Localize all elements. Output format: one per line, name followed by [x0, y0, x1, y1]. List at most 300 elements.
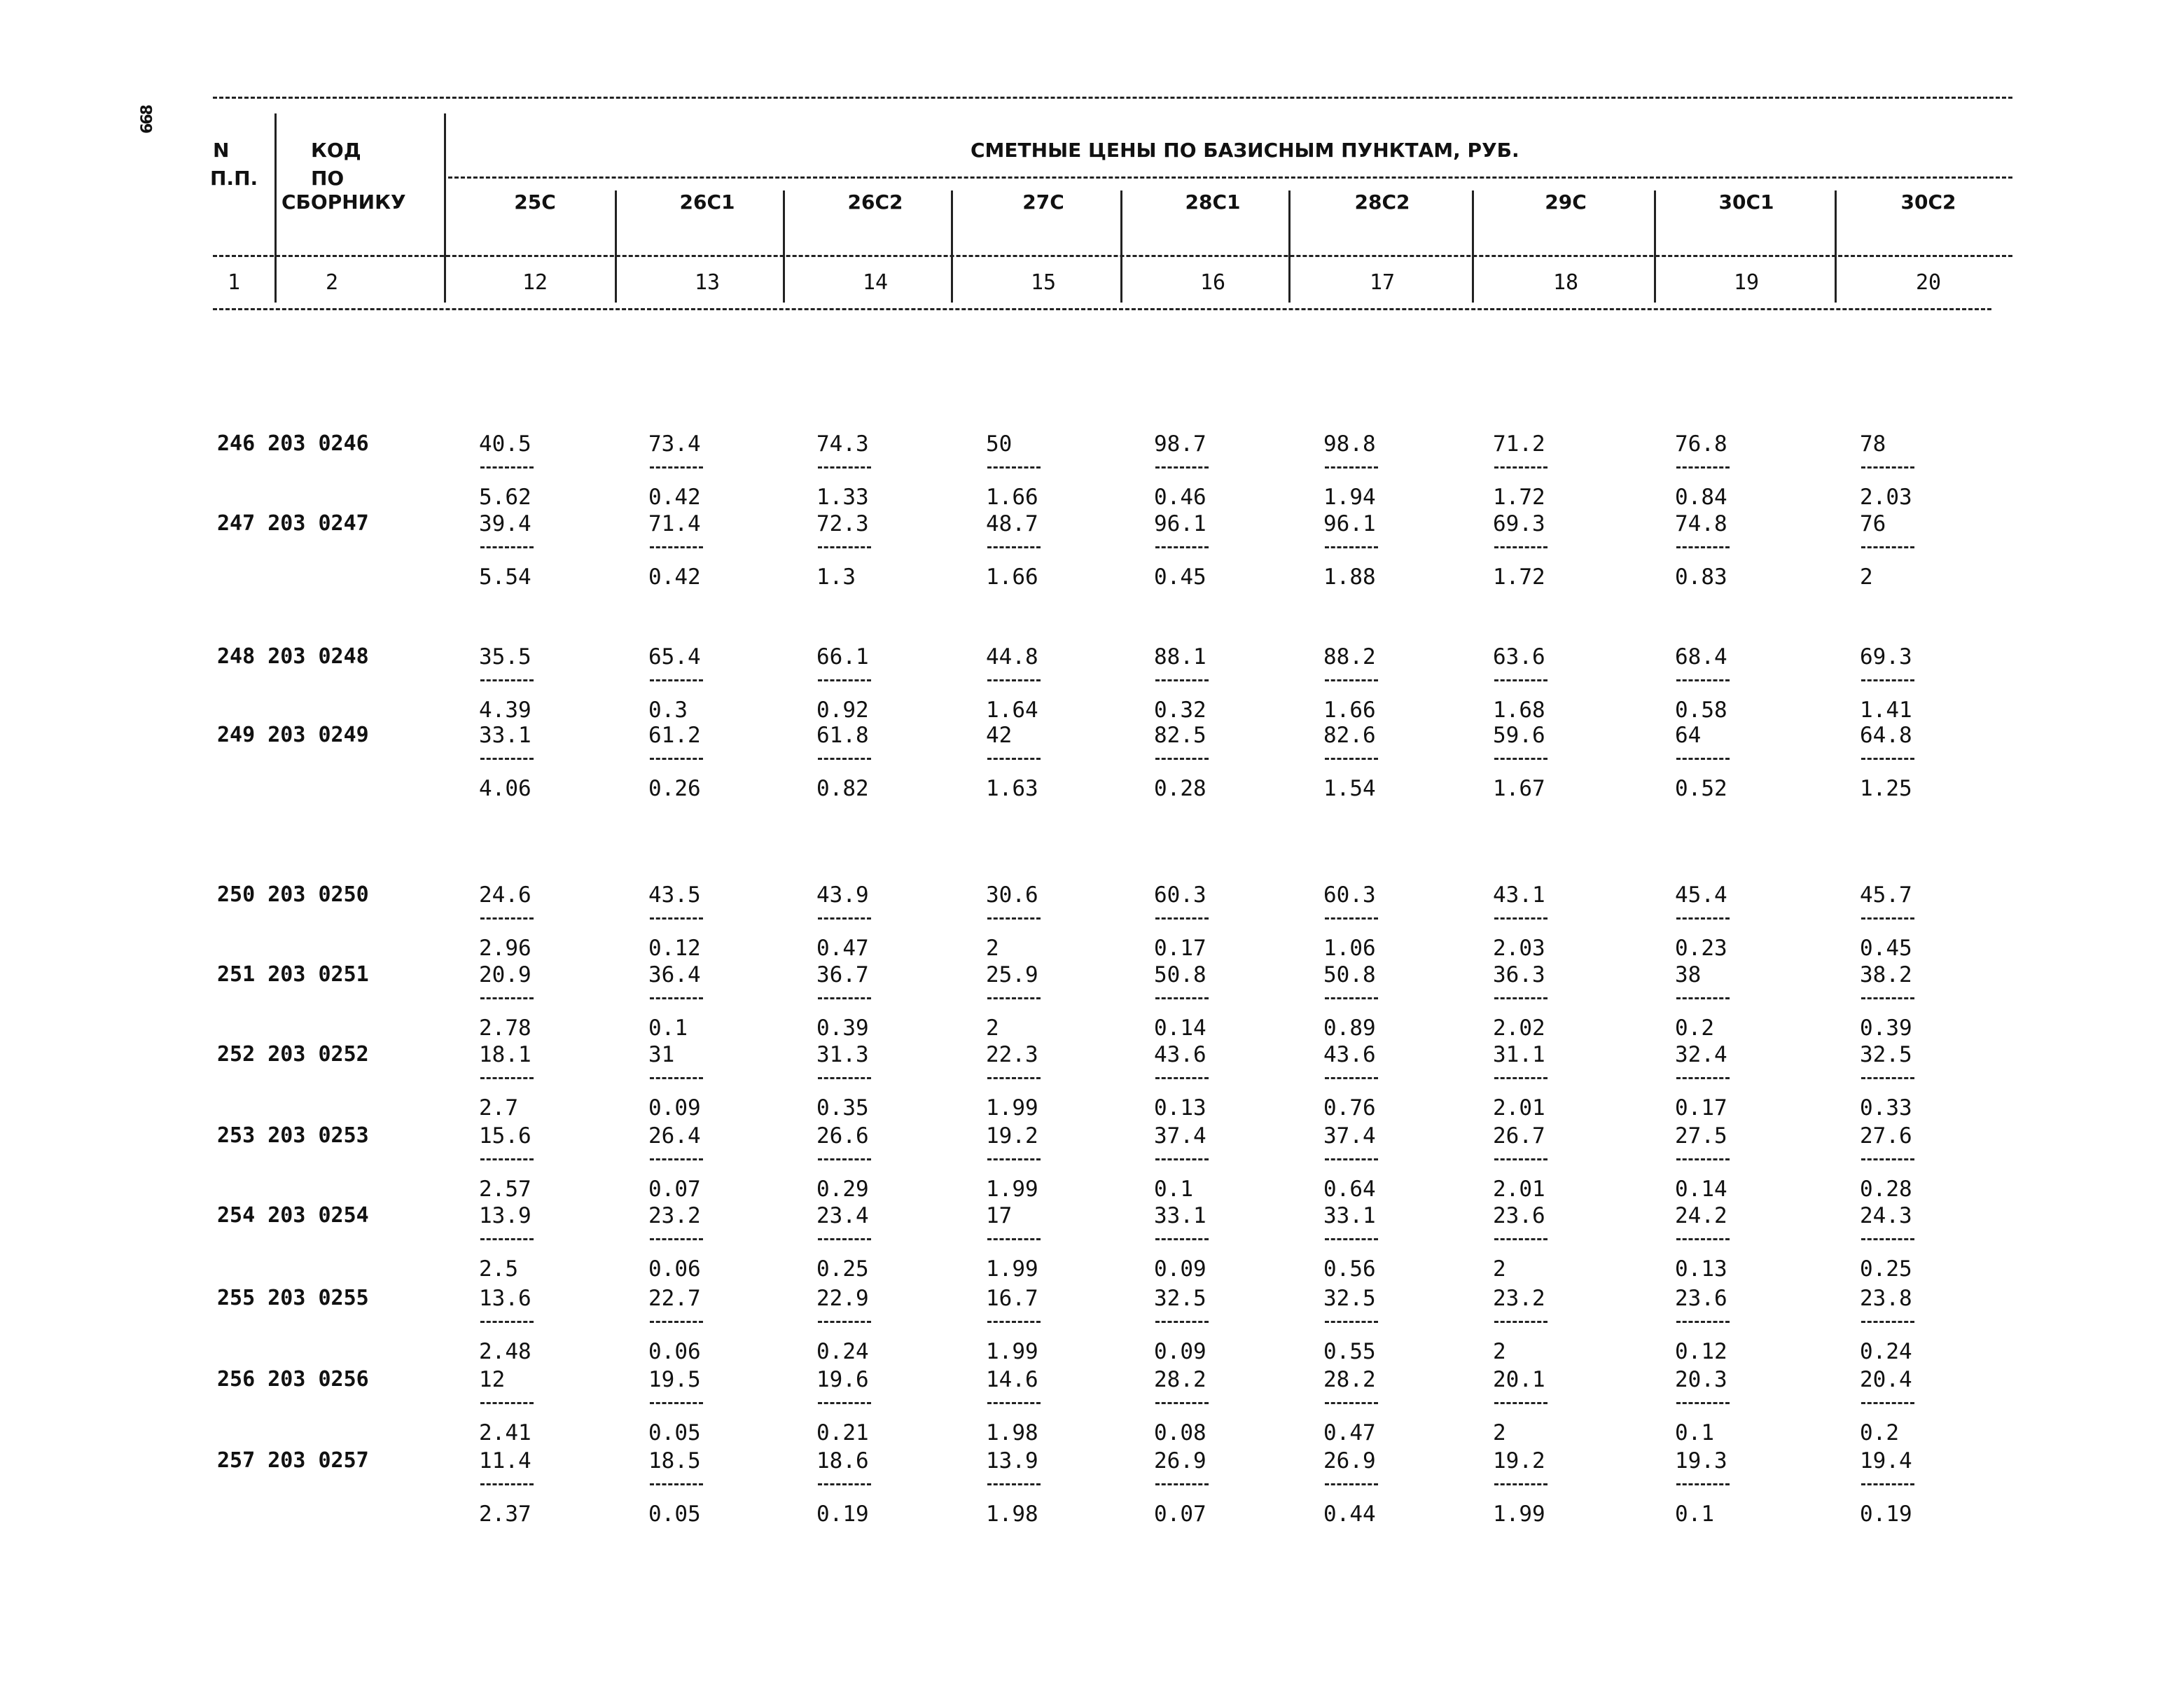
price-value: 35.5: [479, 644, 531, 670]
fraction-rule: [1861, 546, 1914, 548]
price-value: 20.3: [1675, 1367, 1727, 1392]
price-cell: [1860, 1203, 1986, 1284]
transport-value: 2.01: [1493, 1177, 1545, 1202]
transport-value: 0.07: [1154, 1502, 1206, 1527]
row-label: [217, 1367, 413, 1392]
fraction-rule: [480, 997, 534, 999]
row-label: [217, 511, 413, 536]
fraction-rule: [650, 546, 703, 548]
price-cell: [986, 644, 1112, 726]
price-cell: [1493, 1367, 1619, 1448]
price-cell: [1493, 723, 1619, 804]
transport-value: 0.14: [1675, 1177, 1727, 1202]
fraction-rule: [1861, 997, 1914, 999]
price-cell: [1323, 882, 1449, 964]
price-cell: [1493, 1042, 1619, 1123]
fraction-rule: [1494, 1321, 1547, 1323]
price-cell: [648, 1448, 774, 1530]
price-value: 43.6: [1154, 1042, 1206, 1067]
price-cell: [1493, 1448, 1619, 1530]
price-value: 38.2: [1860, 962, 1912, 987]
fraction-rule: [1325, 1238, 1378, 1240]
row-number: 255: [217, 1286, 256, 1310]
price-value: 60.3: [1323, 882, 1376, 908]
transport-value: 1.54: [1323, 776, 1376, 801]
fraction-rule: [650, 1238, 703, 1240]
column-number: 19: [1733, 270, 1760, 295]
fraction-rule: [818, 1321, 871, 1323]
column-header: 26С2: [847, 190, 903, 214]
price-value: 69.3: [1860, 644, 1912, 670]
transport-value: 0.29: [816, 1177, 869, 1202]
transport-value: 0.76: [1323, 1095, 1376, 1121]
fraction-rule: [1155, 917, 1209, 920]
price-value: 13.9: [479, 1203, 531, 1228]
fraction-rule: [1676, 679, 1730, 681]
price-cell: [986, 882, 1112, 964]
price-value: 18.6: [816, 1448, 869, 1473]
transport-value: 0.46: [1154, 485, 1206, 510]
row-label: [217, 644, 413, 670]
transport-value: 1.94: [1323, 485, 1376, 510]
price-value: 76.8: [1675, 431, 1727, 457]
fraction-rule: [987, 466, 1041, 469]
row-label: [217, 882, 413, 908]
transport-value: 1.99: [986, 1095, 1038, 1121]
column-header: 25С: [514, 190, 556, 214]
row-number: 248: [217, 644, 256, 669]
col-no-label-2: П.П.: [210, 167, 258, 190]
price-value: 82.5: [1154, 723, 1206, 748]
transport-value: 0.39: [816, 1015, 869, 1041]
price-value: 50.8: [1323, 962, 1376, 987]
fraction-rule: [818, 1402, 871, 1404]
price-cell: [1154, 1042, 1280, 1123]
price-value: 32.5: [1860, 1042, 1912, 1067]
fraction-rule: [1676, 917, 1730, 920]
price-cell: [479, 431, 605, 513]
transport-value: 0.08: [1154, 1420, 1206, 1445]
price-value: 82.6: [1323, 723, 1376, 748]
price-value: 98.8: [1323, 431, 1376, 457]
price-cell: [1323, 1123, 1449, 1205]
price-value: 33.1: [1154, 1203, 1206, 1228]
price-value: 43.1: [1493, 882, 1545, 908]
price-cell: [1493, 1123, 1619, 1205]
column-number: 13: [694, 270, 721, 295]
column-number: 20: [1915, 270, 1942, 295]
price-cell: [648, 1367, 774, 1448]
price-value: 22.3: [986, 1042, 1038, 1067]
price-cell: [479, 1448, 605, 1530]
row-label: [217, 962, 413, 987]
transport-value: 0.05: [648, 1502, 701, 1527]
price-cell: [648, 723, 774, 804]
fraction-rule: [1155, 1077, 1209, 1079]
transport-value: 1.99: [1493, 1502, 1545, 1527]
col-no-label-1: N: [213, 139, 230, 162]
price-cell: [1154, 431, 1280, 513]
price-cell: [1493, 644, 1619, 726]
row-label: [217, 723, 413, 748]
price-cell: [479, 1367, 605, 1448]
fraction-rule: [650, 917, 703, 920]
fraction-rule: [1155, 758, 1209, 760]
fraction-rule: [1155, 1402, 1209, 1404]
transport-value: 0.12: [648, 936, 701, 961]
row-number: 247: [217, 511, 256, 536]
price-value: 22.9: [816, 1286, 869, 1311]
divider-5: [951, 190, 953, 303]
price-cell: [1154, 723, 1280, 804]
row-code: 203 0253: [255, 1123, 369, 1148]
transport-value: 0.35: [816, 1095, 869, 1121]
transport-value: 0.47: [816, 936, 869, 961]
transport-value: 1.63: [986, 776, 1038, 801]
fraction-rule: [987, 997, 1041, 999]
fraction-rule: [1676, 546, 1730, 548]
price-cell: [1154, 1448, 1280, 1530]
transport-value: 0.14: [1154, 1015, 1206, 1041]
transport-value: 5.62: [479, 485, 531, 510]
price-cell: [1154, 962, 1280, 1043]
price-value: 36.4: [648, 962, 701, 987]
price-cell: [479, 723, 605, 804]
transport-value: 0.44: [1323, 1502, 1376, 1527]
price-cell: [648, 431, 774, 513]
price-cell: [1675, 511, 1801, 592]
fraction-rule: [650, 1321, 703, 1323]
transport-value: 2.78: [479, 1015, 531, 1041]
price-value: 31: [648, 1042, 675, 1067]
transport-value: 1.66: [1323, 698, 1376, 723]
price-value: 36.3: [1493, 962, 1545, 987]
fraction-rule: [818, 1483, 871, 1485]
row-code: 203 0256: [255, 1367, 369, 1392]
price-value: 50: [986, 431, 1013, 457]
price-cell: [1675, 962, 1801, 1043]
transport-value: 2: [1493, 1256, 1506, 1282]
fraction-rule: [818, 758, 871, 760]
row-number: 251: [217, 962, 256, 987]
price-cell: [1860, 431, 1986, 513]
fraction-rule: [818, 1238, 871, 1240]
price-value: 23.6: [1675, 1286, 1727, 1311]
price-cell: [816, 882, 943, 964]
price-cell: [1675, 1448, 1801, 1530]
price-cell: [816, 1042, 943, 1123]
transport-value: 1.25: [1860, 776, 1912, 801]
price-cell: [479, 1203, 605, 1284]
price-cell: [1675, 882, 1801, 964]
price-value: 20.1: [1493, 1367, 1545, 1392]
price-cell: [1860, 644, 1986, 726]
transport-value: 5.54: [479, 564, 531, 590]
fraction-rule: [987, 917, 1041, 920]
price-cell: [648, 644, 774, 726]
price-cell: [1323, 1367, 1449, 1448]
fraction-rule: [818, 1158, 871, 1160]
price-cell: [986, 1448, 1112, 1530]
row-number: 257: [217, 1448, 256, 1473]
price-cell: [1154, 1367, 1280, 1448]
fraction-rule: [650, 466, 703, 469]
price-value: 38: [1675, 962, 1702, 987]
col-code-label-1: КОД: [311, 139, 361, 162]
fraction-rule: [1325, 1321, 1378, 1323]
price-value: 33.1: [479, 723, 531, 748]
price-cell: [1675, 644, 1801, 726]
price-cell: [1323, 723, 1449, 804]
price-cell: [1323, 1042, 1449, 1123]
price-value: 26.9: [1323, 1448, 1376, 1473]
fraction-rule: [1861, 1402, 1914, 1404]
price-cell: [1323, 962, 1449, 1043]
transport-value: 1.98: [986, 1420, 1038, 1445]
col-code-label-2: ПО: [311, 167, 345, 190]
price-value: 19.3: [1675, 1448, 1727, 1473]
price-cell: [1154, 882, 1280, 964]
fraction-rule: [1325, 1483, 1378, 1485]
row-number: 253: [217, 1123, 256, 1148]
row-number: 254: [217, 1203, 256, 1228]
fraction-rule: [987, 1402, 1041, 1404]
transport-value: 2: [1860, 564, 1873, 590]
price-value: 23.8: [1860, 1286, 1912, 1311]
fraction-rule: [1325, 997, 1378, 999]
fraction-rule: [1861, 466, 1914, 469]
price-value: 23.6: [1493, 1203, 1545, 1228]
column-number: 12: [522, 270, 548, 295]
price-value: 19.4: [1860, 1448, 1912, 1473]
transport-value: 0.17: [1675, 1095, 1727, 1121]
column-header: 28С2: [1354, 190, 1410, 214]
column-header: 28С1: [1185, 190, 1241, 214]
price-value: 23.4: [816, 1203, 869, 1228]
price-cell: [816, 1286, 943, 1367]
price-cell: [1860, 1042, 1986, 1123]
transport-value: 1.66: [986, 485, 1038, 510]
fraction-rule: [650, 758, 703, 760]
price-value: 73.4: [648, 431, 701, 457]
transport-value: 0.1: [1154, 1177, 1193, 1202]
transport-value: 1.41: [1860, 698, 1912, 723]
transport-value: 0.1: [1675, 1420, 1714, 1445]
column-number: 15: [1030, 270, 1057, 295]
divider-6: [1120, 190, 1122, 303]
transport-value: 1.99: [986, 1177, 1038, 1202]
transport-value: 0.45: [1154, 564, 1206, 590]
price-cell: [1675, 723, 1801, 804]
transport-value: 0.89: [1323, 1015, 1376, 1041]
fraction-rule: [650, 997, 703, 999]
fraction-rule: [1676, 466, 1730, 469]
transport-value: 0.32: [1154, 698, 1206, 723]
price-value: 68.4: [1675, 644, 1727, 670]
price-value: 63.6: [1493, 644, 1545, 670]
transport-value: 2.96: [479, 936, 531, 961]
row-code: 203 0257: [255, 1448, 369, 1473]
price-cell: [479, 511, 605, 592]
fraction-rule: [1861, 1483, 1914, 1485]
fraction-rule: [987, 546, 1041, 548]
fraction-rule: [650, 1402, 703, 1404]
price-cell: [816, 723, 943, 804]
fraction-rule: [1155, 1158, 1209, 1160]
price-cell: [986, 962, 1112, 1043]
row-label: [217, 1286, 413, 1311]
header-group-rule: [448, 176, 2012, 179]
price-value: 60.3: [1154, 882, 1206, 908]
transport-value: 0.52: [1675, 776, 1727, 801]
transport-value: 2.7: [479, 1095, 518, 1121]
price-cell: [1323, 1286, 1449, 1367]
fraction-rule: [1325, 1158, 1378, 1160]
price-cell: [816, 1123, 943, 1205]
price-cell: [1154, 644, 1280, 726]
price-value: 37.4: [1154, 1123, 1206, 1149]
row-label: [217, 431, 413, 457]
fraction-rule: [480, 1238, 534, 1240]
transport-value: 0.1: [1675, 1502, 1714, 1527]
price-value: 39.4: [479, 511, 531, 536]
transport-value: 0.12: [1675, 1339, 1727, 1364]
price-value: 43.9: [816, 882, 869, 908]
transport-value: 0.2: [1675, 1015, 1714, 1041]
header-subrule: [213, 255, 2012, 257]
row-code: 203 0250: [255, 882, 369, 907]
price-value: 19.5: [648, 1367, 701, 1392]
fraction-rule: [650, 1483, 703, 1485]
price-cell: [1323, 644, 1449, 726]
fraction-rule: [987, 1483, 1041, 1485]
fraction-rule: [987, 1321, 1041, 1323]
row-code: 203 0254: [255, 1203, 369, 1228]
price-cell: [479, 882, 605, 964]
row-code: 203 0251: [255, 962, 369, 987]
transport-value: 0.55: [1323, 1339, 1376, 1364]
price-value: 27.5: [1675, 1123, 1727, 1149]
price-cell: [1154, 1123, 1280, 1205]
price-cell: [986, 1042, 1112, 1123]
column-number: 14: [862, 270, 889, 295]
fraction-rule: [480, 679, 534, 681]
price-value: 45.7: [1860, 882, 1912, 908]
fraction-rule: [650, 1158, 703, 1160]
price-cell: [986, 1203, 1112, 1284]
fraction-rule: [1494, 466, 1547, 469]
fraction-rule: [1676, 1402, 1730, 1404]
price-value: 45.4: [1675, 882, 1727, 908]
fraction-rule: [1155, 1321, 1209, 1323]
transport-value: 2.03: [1493, 936, 1545, 961]
price-cell: [1323, 1203, 1449, 1284]
fraction-rule: [987, 758, 1041, 760]
price-value: 14.6: [986, 1367, 1038, 1392]
price-value: 17: [986, 1203, 1013, 1228]
price-value: 69.3: [1493, 511, 1545, 536]
price-value: 61.8: [816, 723, 869, 748]
price-cell: [1675, 1123, 1801, 1205]
price-cell: [816, 1367, 943, 1448]
column-number: 17: [1369, 270, 1396, 295]
price-value: 88.2: [1323, 644, 1376, 670]
price-value: 71.2: [1493, 431, 1545, 457]
divider-2: [444, 113, 446, 303]
transport-value: 0.19: [1860, 1502, 1912, 1527]
transport-value: 1.88: [1323, 564, 1376, 590]
row-label: [217, 1203, 413, 1228]
price-cell: [816, 431, 943, 513]
price-value: 19.2: [986, 1123, 1038, 1149]
row-code: 203 0247: [255, 511, 369, 536]
fraction-rule: [1155, 1483, 1209, 1485]
fraction-rule: [987, 1238, 1041, 1240]
fraction-rule: [1325, 758, 1378, 760]
price-value: 42: [986, 723, 1013, 748]
col-code-label-3: СБОРНИКУ: [281, 190, 406, 214]
price-cell: [1154, 1286, 1280, 1367]
price-cell: [1675, 431, 1801, 513]
fraction-rule: [1494, 546, 1547, 548]
transport-value: 2.57: [479, 1177, 531, 1202]
price-value: 22.7: [648, 1286, 701, 1311]
price-value: 74.3: [816, 431, 869, 457]
price-value: 30.6: [986, 882, 1038, 908]
price-cell: [1675, 1203, 1801, 1284]
fraction-rule: [818, 1077, 871, 1079]
fraction-rule: [1676, 1077, 1730, 1079]
price-cell: [1860, 1286, 1986, 1367]
fraction-rule: [1494, 1238, 1547, 1240]
transport-value: 0.05: [648, 1420, 701, 1445]
transport-value: 0.45: [1860, 936, 1912, 961]
divider-7: [1288, 190, 1291, 303]
price-value: 65.4: [648, 644, 701, 670]
divider-4: [783, 190, 785, 303]
transport-value: 0.64: [1323, 1177, 1376, 1202]
transport-value: 0.25: [816, 1256, 869, 1282]
fraction-rule: [1155, 679, 1209, 681]
price-value: 26.9: [1154, 1448, 1206, 1473]
fraction-rule: [480, 1483, 534, 1485]
transport-value: 0.33: [1860, 1095, 1912, 1121]
price-value: 43.5: [648, 882, 701, 908]
price-value: 32.4: [1675, 1042, 1727, 1067]
transport-value: 1.99: [986, 1339, 1038, 1364]
price-value: 59.6: [1493, 723, 1545, 748]
transport-value: 0.42: [648, 564, 701, 590]
transport-value: 0.09: [1154, 1339, 1206, 1364]
fraction-rule: [1676, 1238, 1730, 1240]
column-header: 30С1: [1718, 190, 1774, 214]
price-cell: [1493, 962, 1619, 1043]
transport-value: 1.72: [1493, 485, 1545, 510]
price-cell: [648, 511, 774, 592]
fraction-rule: [1155, 466, 1209, 469]
fraction-rule: [1494, 997, 1547, 999]
price-cell: [1860, 1123, 1986, 1205]
transport-value: 0.58: [1675, 698, 1727, 723]
price-value: 11.4: [479, 1448, 531, 1473]
divider-8: [1472, 190, 1474, 303]
fraction-rule: [480, 546, 534, 548]
price-value: 23.2: [648, 1203, 701, 1228]
price-value: 33.1: [1323, 1203, 1376, 1228]
fraction-rule: [480, 1402, 534, 1404]
price-cell: [648, 1042, 774, 1123]
price-value: 13.9: [986, 1448, 1038, 1473]
